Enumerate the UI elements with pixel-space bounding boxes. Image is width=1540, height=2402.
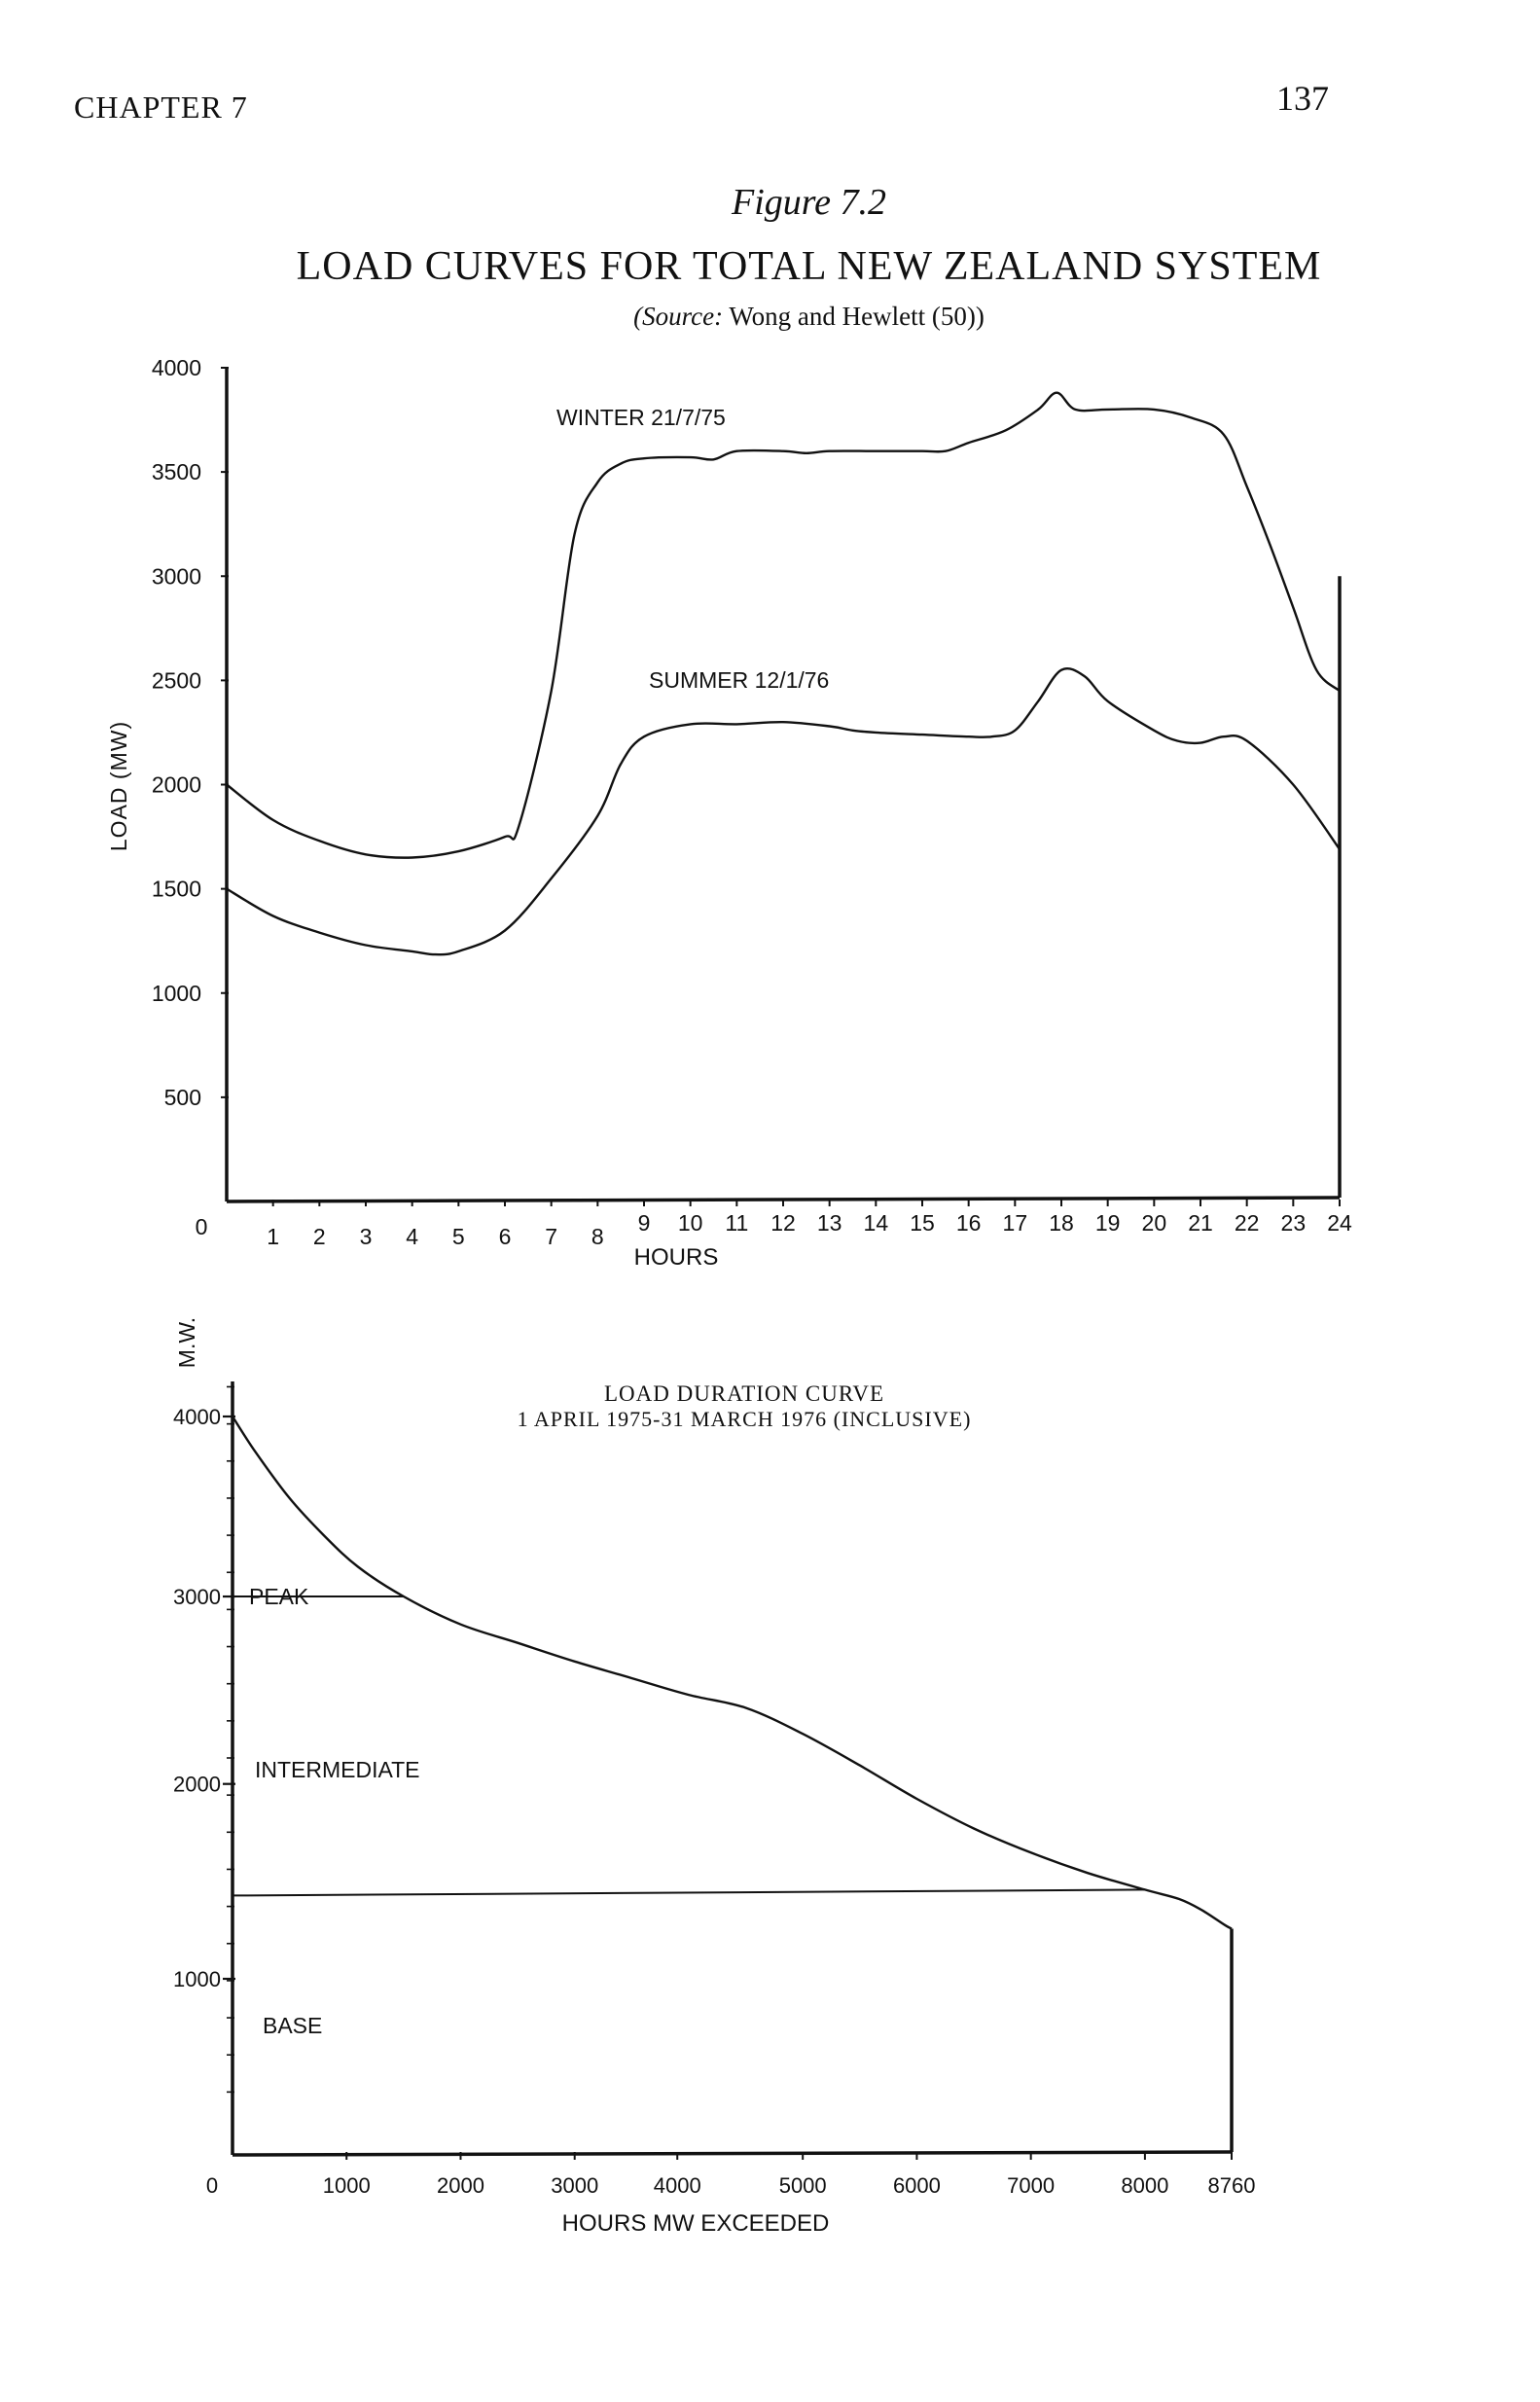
duration-chart-y-tick-label: 1000: [173, 1967, 221, 1991]
duration-chart-x-tick-label: 2000: [436, 2173, 484, 2198]
load-chart-y-tick-label: 1500: [151, 876, 201, 902]
region-label-base: BASE: [263, 2013, 323, 2038]
figure-label: Figure 7.2: [731, 182, 886, 223]
load-curve-winter: [227, 393, 1340, 858]
duration-chart-y-tick-label: 3000: [173, 1585, 221, 1610]
load-chart-x-tick-label: 1: [267, 1224, 280, 1249]
load-chart-y-tick-label: 2000: [151, 771, 201, 798]
load-chart-x-tick-label: 5: [451, 1224, 465, 1249]
load-chart-x-tick-label: 20: [1141, 1210, 1167, 1236]
load-chart-y-tick-label: 3000: [151, 563, 201, 590]
load-chart-x-tick-label: 18: [1049, 1210, 1074, 1236]
load-chart-y-tick-label: 3500: [151, 459, 201, 485]
series-label-winter: WINTER 21/7/75: [556, 405, 726, 430]
series-label-summer: SUMMER 12/1/76: [649, 667, 830, 693]
load-chart-x-tick-label: 19: [1094, 1210, 1121, 1236]
load-chart-x-tick-label: 23: [1280, 1210, 1307, 1236]
load-chart-x-tick-label: 10: [677, 1210, 703, 1236]
load-chart-y-tick-label: 500: [163, 1084, 201, 1110]
duration-chart-x-tick-label: 3000: [551, 2173, 599, 2198]
duration-chart-x-tick-label: 8760: [1207, 2173, 1256, 2198]
duration-chart-x-tick-label: 7000: [1007, 2173, 1056, 2198]
duration-chart-x-tick-label: 8000: [1121, 2173, 1169, 2198]
load-chart-x-tick-label: 13: [816, 1210, 842, 1236]
load-chart-x-tick-label: 21: [1188, 1210, 1213, 1236]
load-chart-x-tick-label: 16: [955, 1210, 982, 1236]
load-chart-y-tick-label: 2500: [151, 667, 201, 694]
duration-chart-x-axis-label: HOURS MW EXCEEDED: [561, 2210, 830, 2237]
chapter-heading: CHAPTER 7: [74, 90, 248, 125]
load-chart-x-tick-label: 4: [406, 1224, 419, 1249]
duration-chart-subtitle: 1 APRIL 1975-31 MARCH 1976 (INCLUSIVE): [517, 1407, 972, 1431]
duration-chart-x-origin-label: 0: [205, 2173, 219, 2198]
duration-chart-y-tick-label: 2000: [173, 1772, 221, 1797]
duration-chart-x-tick-label: 4000: [653, 2173, 701, 2198]
load-chart-x-tick-label: 24: [1327, 1210, 1352, 1236]
region-label-peak: PEAK: [249, 1584, 309, 1609]
base-boundary-line: [233, 1889, 1145, 1895]
region-label-intermediate: INTERMEDIATE: [255, 1757, 420, 1782]
duration-chart-x-axis: [233, 2152, 1232, 2155]
load-chart-x-tick-label: 12: [770, 1210, 796, 1236]
duration-chart-x-tick-label: 6000: [892, 2173, 941, 2198]
figure-source-text: Wong and Hewlett (50)): [723, 302, 985, 331]
load-chart-y-tick-label: 1000: [151, 980, 201, 1006]
load-chart-x-tick-label: 2: [312, 1224, 326, 1249]
load-chart-x-origin-label: 0: [195, 1214, 208, 1239]
page-number: 137: [1276, 79, 1329, 118]
duration-chart-x-tick-label: 1000: [322, 2173, 371, 2198]
load-curve-summer: [227, 668, 1340, 954]
load-chart-x-axis-label: HOURS: [633, 1244, 719, 1271]
duration-chart-x-tick-label: 5000: [778, 2173, 827, 2198]
load-chart-x-tick-label: 3: [359, 1224, 373, 1249]
load-chart-x-tick-label: 15: [910, 1210, 935, 1236]
load-chart-y-axis-label: LOAD (MW): [106, 720, 131, 852]
duration-chart-y-tick-label: 4000: [173, 1405, 221, 1429]
duration-chart-y-axis-label: M.W.: [174, 1316, 199, 1369]
load-chart-x-tick-label: 11: [725, 1210, 749, 1236]
load-chart-x-tick-label: 17: [1002, 1210, 1028, 1236]
load-chart-y-tick-label: 4000: [151, 355, 201, 380]
load-chart-x-tick-label: 9: [637, 1210, 651, 1236]
load-duration-curve: [233, 1416, 1232, 1929]
load-chart-x-tick-label: 6: [498, 1224, 512, 1249]
figure-title: LOAD CURVES FOR TOTAL NEW ZEALAND SYSTEM: [296, 244, 1322, 289]
figure-source-prefix: (Source:: [633, 302, 724, 331]
load-chart-x-tick-label: 8: [591, 1224, 604, 1249]
load-chart-x-tick-label: 14: [863, 1210, 889, 1236]
duration-chart-title: LOAD DURATION CURVE: [603, 1381, 885, 1406]
load-chart-x-tick-label: 22: [1234, 1210, 1260, 1236]
load-chart-x-tick-label: 7: [545, 1224, 558, 1249]
